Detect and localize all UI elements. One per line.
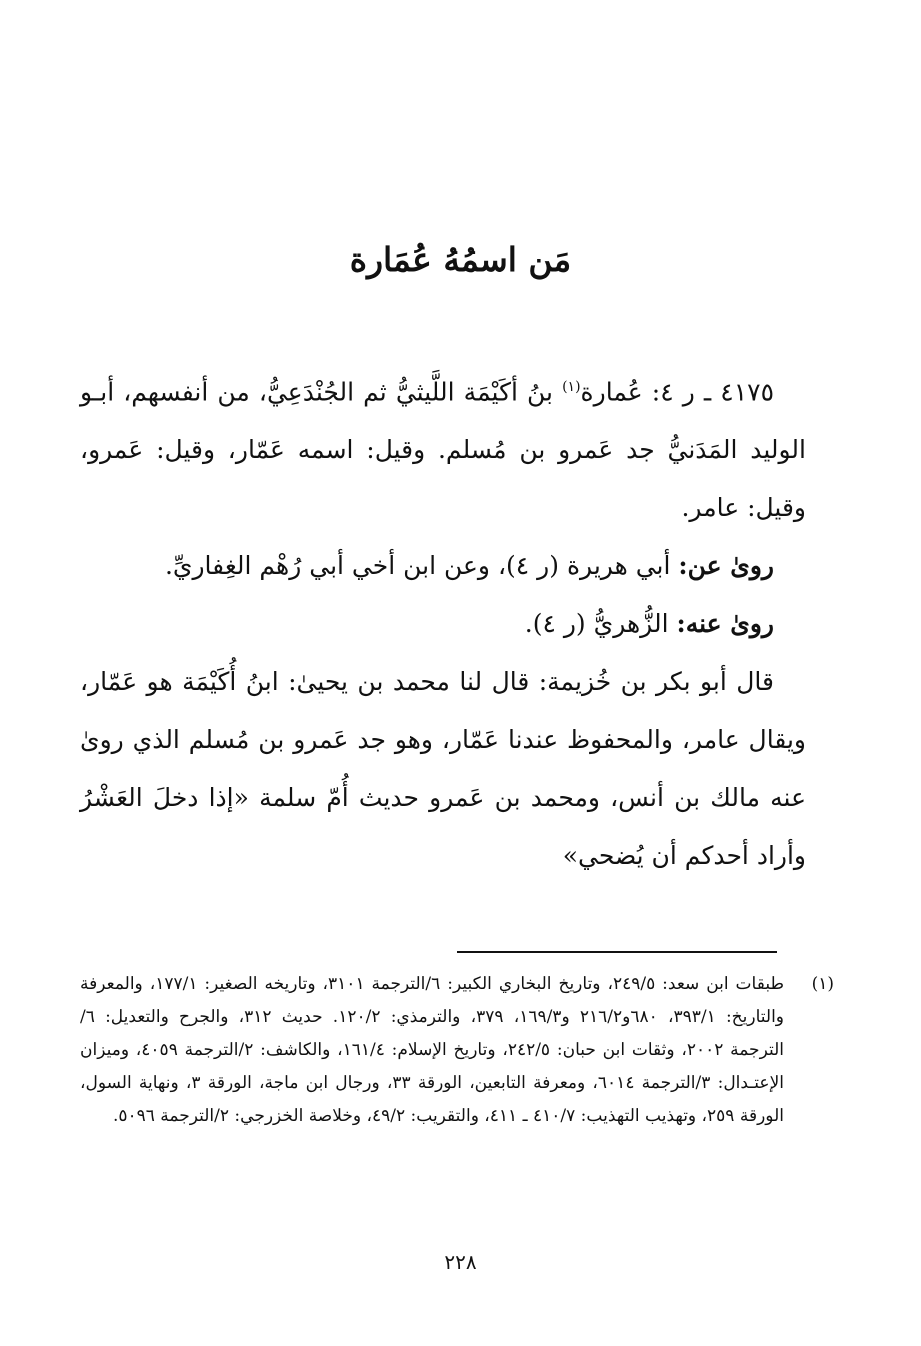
narrated-by-paragraph <box>80 595 806 653</box>
narrated-from-text: أبي هريرة (ر ٤)، وعن ابن أخي أبي رُهْم الغِفاريِّ. <box>164 551 679 581</box>
footnote-number: (١) <box>811 974 834 994</box>
narrated-from-paragraph <box>80 537 806 595</box>
entry-intro-paragraph <box>80 358 806 537</box>
footnote-divider <box>457 951 777 953</box>
quote-paragraph: قال أبو بكر بن خُزيمة: قال لنا محمد بن يحيىٰ: ابنُ أُكَيْمَة هو عَمّار، ويقال عامر، والمحفوظ عندنا عَمّار، وهو جد عَمرو بن مُسلم الذي روىٰ عنه مالك بن أنس، ومحمد بن عَمرو حديث أُمّ سلمة «إذا دخلَ العَشْرُ وأراد أحدكم أن يُضحي» <box>80 667 806 871</box>
section-heading: مَن اسمُهُ عُمَارة <box>349 240 572 279</box>
entry-intro: ٤١٧٥ ـ ر ٤: عُمارة <box>580 377 774 407</box>
narrated-by-text: الزُّهريُّ (ر ٤). <box>524 609 677 639</box>
narrated-from-label: روىٰ عن: <box>678 551 774 581</box>
footnote-text: طبقات ابن سعد: ٢٤٩/٥، وتاريخ البخاري الكبير: ٦/الترجمة ٣١٠١، وتاريخه الصغير: ١٧٧/١، والمعرفة والتاريخ: ٣٩٣/١، ٦٨٠و٢١٦/٢ و١٦٩/٣، ٣٧٩، والترمذي: ١٢٠/٢. حديث ٣١٢، والجرح والتعديل: ٦/الترجمة ٢٠٠٢، وثقات ابن حبان: ٢٤٢/٥، وتاريخ الإسلام: ١٦١/٤، والكاشف: ٢/الترجمة ٤٠٥٩، وميزان الإعتـدال: ٣/الترجمة ٦٠١٤، ومعرفة التابعين، الورقة ٣٣، ورجال ابن ماجة، الورقة ٣، ونهاية السول، الورقة ٢٥٩، وتهذيب التهذيب: ٤١٠/٧ ـ ٤١١، والتقريب: ٤٩/٢، وخلاصة الخزرجي: ٢/الترجمة ٥٠٩٦. <box>80 974 785 1126</box>
entry-body <box>80 358 806 885</box>
page-number: ٢٢٨ <box>444 1250 477 1274</box>
narrated-by-label: روىٰ عنه: <box>676 609 774 639</box>
entry-intro-rest: بنُ أكَيْمَة اللَّيثيُّ ثم الجُنْدَعِيُّ، من أنفسهم، أبـو الوليد المَدَنيُّ جد عَمرو بن مُسلم. وقيل: اسمه عَمّار، وقيل: عَمرو، وقيل: عامر. <box>80 377 806 523</box>
footnote-marker: (١) <box>562 379 581 395</box>
